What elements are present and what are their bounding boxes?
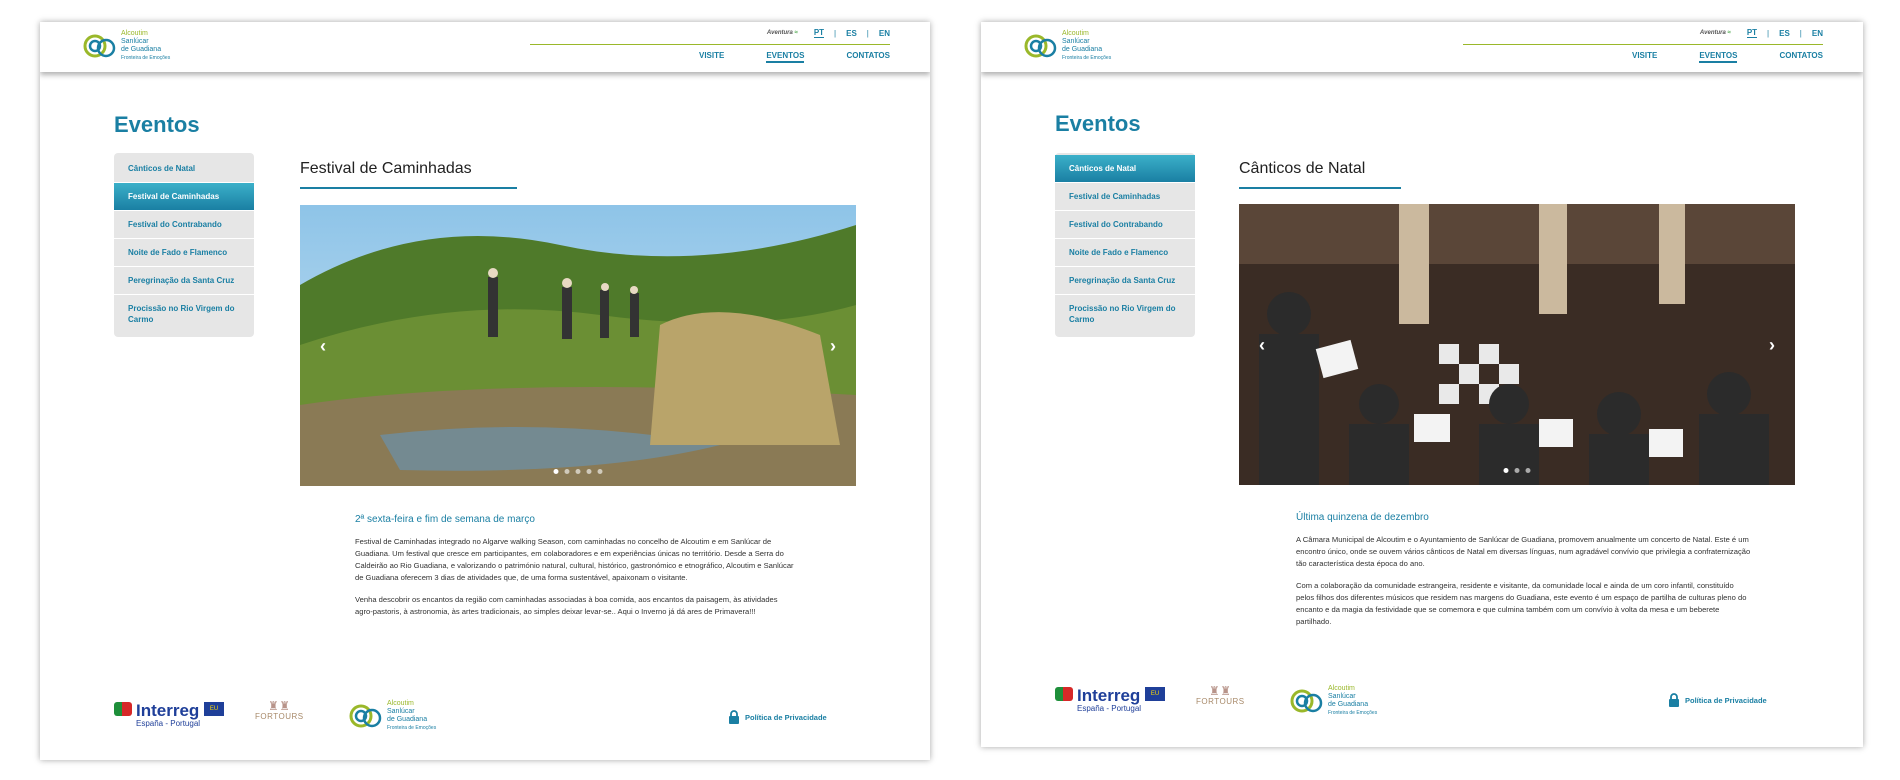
logo-rings-icon <box>82 28 118 64</box>
logo-line-3: de Guadiana <box>121 46 162 53</box>
hiking-photo <box>300 205 856 486</box>
privacy-label: Política de Privacidade <box>745 713 827 722</box>
carousel-dot[interactable] <box>587 469 592 474</box>
brand-mini-logo <box>1700 30 1731 36</box>
site-logo[interactable] <box>82 28 170 64</box>
castle-icon: ♜♜ <box>268 699 291 713</box>
privacy-link[interactable] <box>1668 693 1767 708</box>
main-nav <box>530 51 890 63</box>
nav-contatos[interactable]: CONTATOS <box>846 51 890 60</box>
privacy-label: Política de Privacidade <box>1685 696 1767 705</box>
brand-mini-text: Aventura <box>766 30 793 36</box>
sidebar-item-fado[interactable]: Noite de Fado e Flamenco <box>1055 239 1195 267</box>
lang-es[interactable]: ES <box>846 28 857 38</box>
sidebar-item-canticos[interactable]: Cânticos de Natal <box>114 155 254 183</box>
carousel-dots <box>554 469 603 474</box>
site-footer <box>981 667 1863 747</box>
page-screenshot-left <box>40 22 930 760</box>
footer-logo-line-1: Alcoutim <box>1328 685 1355 692</box>
interreg-logo <box>1055 687 1165 713</box>
lock-icon <box>1668 693 1680 708</box>
brand-mini-logo <box>767 30 798 36</box>
footer-logo-line-3: de Guadiana <box>1328 701 1369 708</box>
nav-eventos[interactable]: EVENTOS <box>1699 51 1737 63</box>
logo-tagline: Fronteira de Emoções <box>1062 55 1112 61</box>
carousel-next-icon[interactable]: › <box>830 335 836 356</box>
carousel-next-icon[interactable]: › <box>1769 334 1775 355</box>
logo-line-3: de Guadiana <box>1062 46 1103 53</box>
event-photo-carousel[interactable] <box>1239 204 1795 485</box>
choir-photo <box>1239 204 1795 485</box>
footer-logo-tagline: Fronteira de Emoções <box>1328 710 1378 716</box>
site-header <box>981 22 1863 72</box>
event-title: Festival de Caminhadas <box>300 160 472 177</box>
carousel-dot[interactable] <box>1526 468 1531 473</box>
interreg-subtitle: España - Portugal <box>1077 704 1142 713</box>
interreg-subtitle: España - Portugal <box>136 719 201 728</box>
sidebar-item-procissao[interactable]: Procissão no Rio Virgem do Carmo <box>128 304 235 324</box>
lang-pt[interactable]: PT <box>1746 28 1758 37</box>
sidebar-item-contrabando[interactable]: Festival do Contrabando <box>114 211 254 239</box>
footer-logo-tagline: Fronteira de Emoções <box>387 725 437 731</box>
events-sidebar <box>1055 153 1195 337</box>
nav-contatos[interactable]: CONTATOS <box>1779 51 1823 60</box>
site-logo[interactable] <box>1023 28 1111 64</box>
castle-icon: ♜♜ <box>1209 684 1232 698</box>
event-photo-carousel[interactable] <box>300 205 856 486</box>
footer-logo <box>348 698 436 734</box>
fortours-logo <box>255 700 304 721</box>
fortours-text: FORTOURS <box>1196 697 1245 706</box>
privacy-link[interactable] <box>728 710 827 725</box>
footer-logo-line-2: Sanlúcar <box>387 708 415 715</box>
nav-visite[interactable]: VISITE <box>1632 51 1658 60</box>
carousel-dot[interactable] <box>565 469 570 474</box>
lang-en[interactable]: EN <box>1811 28 1823 38</box>
event-paragraph-1: Festival de Caminhadas integrado no Algarve walking Season, com caminhadas no concelho de Alcoutim e em Sanlúcar de Guadiana. Um festival que cresce em participantes, em colaboradores e em experiências únicas no território. Desde a Serra do Caldeirão ao Rio Guadiana, e valorizando o património natural, cultural, histórico, gastronómico e etnográfico, Alcoutim e Sanlúcar de Guadiana oferecem 3 dias de atividades que, de uma forma sustentável, apaixonam o visitante. <box>355 537 794 582</box>
sidebar-item-procissao[interactable]: Procissão no Rio Virgem do Carmo <box>1069 304 1176 324</box>
logo-line-1: Alcoutim <box>121 30 148 37</box>
footer-logo <box>1289 683 1377 719</box>
sidebar-item-peregrinacao[interactable]: Peregrinação da Santa Cruz <box>114 267 254 295</box>
lock-icon <box>728 710 740 725</box>
carousel-dots <box>1504 468 1531 473</box>
carousel-dot[interactable] <box>1515 468 1520 473</box>
sidebar-item-canticos[interactable]: Cânticos de Natal <box>1055 155 1195 183</box>
flag-icon <box>1055 687 1073 701</box>
event-description <box>1296 534 1751 638</box>
carousel-dot[interactable] <box>576 469 581 474</box>
wave-icon: ≈ <box>1727 30 1731 36</box>
sidebar-item-fado[interactable]: Noite de Fado e Flamenco <box>114 239 254 267</box>
interreg-title: Interreg <box>1077 686 1141 705</box>
site-header <box>40 22 930 72</box>
carousel-dot[interactable] <box>554 469 559 474</box>
lang-pt[interactable]: PT <box>813 28 825 37</box>
eu-flag-icon: EU <box>204 702 224 716</box>
main-nav <box>1463 51 1823 63</box>
event-title: Cânticos de Natal <box>1239 160 1366 177</box>
logo-line-2: Sanlúcar <box>1062 38 1090 45</box>
footer-logo-line-2: Sanlúcar <box>1328 693 1356 700</box>
fortours-logo <box>1196 685 1245 706</box>
logo-tagline: Fronteira de Emoções <box>121 55 171 61</box>
sidebar-item-caminhadas[interactable]: Festival de Caminhadas <box>1055 183 1195 211</box>
footer-logo-line-3: de Guadiana <box>387 716 428 723</box>
footer-logo-line-1: Alcoutim <box>387 700 414 707</box>
brand-mini-text: Aventura <box>1699 30 1726 36</box>
site-footer <box>40 680 930 760</box>
logo-rings-icon <box>348 698 384 734</box>
lang-es[interactable]: ES <box>1779 28 1790 38</box>
carousel-prev-icon[interactable]: ‹ <box>320 335 326 356</box>
event-paragraph-1: A Câmara Municipal de Alcoutim e o Ayuntamiento de Sanlúcar de Guadiana, promovem anualmente um concerto de Natal. Este é um encontro único, onde se ouvem vários cânticos de Natal em diversas línguas, num agradável convívio que privilegia a confraternização tão característica desta época do ano. <box>1296 535 1751 568</box>
logo-line-1: Alcoutim <box>1062 30 1089 37</box>
flag-icon <box>114 702 132 716</box>
event-date: Última quinzena de dezembro <box>1296 512 1429 523</box>
eu-flag-icon: EU <box>1145 687 1165 701</box>
fortours-text: FORTOURS <box>255 712 304 721</box>
sidebar-item-caminhadas[interactable]: Festival de Caminhadas <box>114 183 254 211</box>
logo-rings-icon <box>1023 28 1059 64</box>
event-description <box>355 536 795 628</box>
nav-visite[interactable]: VISITE <box>699 51 725 60</box>
sidebar-item-contrabando[interactable]: Festival do Contrabando <box>1055 211 1195 239</box>
event-date: 2ª sexta-feira e fim de semana de março <box>355 514 535 525</box>
page-screenshot-right <box>981 22 1863 747</box>
carousel-prev-icon[interactable]: ‹ <box>1259 334 1265 355</box>
interreg-logo <box>114 702 224 728</box>
logo-line-2: Sanlúcar <box>121 38 149 45</box>
nav-eventos[interactable]: EVENTOS <box>766 51 804 63</box>
event-paragraph-2: Com a colaboração da comunidade estrangeira, residente e visitante, da comunidade local e ainda de um coro infantil, constituído pelos filhos dos diferentes músicos que residem nas margens do Guadiana, este evento é um espaço de partilha de culturas pleno do encanto e da magia da festividade que se comemora e que culmina também com um convívio à volta da mesa e um beberete partilhado. <box>1296 581 1747 626</box>
events-sidebar <box>114 153 254 337</box>
interreg-title: Interreg <box>136 701 200 720</box>
wave-icon: ≈ <box>794 30 798 36</box>
event-paragraph-2: Venha descobrir os encantos da região com caminhadas associadas à boa comida, aos encantos da paisagem, às atividades agro-pastoris, à astronomia, às artes tradicionais, ao simples deixar levar-se.. Aqui o Inverno já dá ares de Primavera!!! <box>355 595 778 616</box>
logo-rings-icon <box>1289 683 1325 719</box>
carousel-dot[interactable] <box>1504 468 1509 473</box>
language-switcher: Aventura ≈ PT | ES | EN <box>1699 28 1823 38</box>
sidebar-item-peregrinacao[interactable]: Peregrinação da Santa Cruz <box>1055 267 1195 295</box>
carousel-dot[interactable] <box>598 469 603 474</box>
page-title: Eventos <box>114 112 200 137</box>
language-switcher: Aventura ≈ PT | ES | EN <box>766 28 890 38</box>
page-title: Eventos <box>1055 111 1141 136</box>
lang-en[interactable]: EN <box>878 28 890 38</box>
